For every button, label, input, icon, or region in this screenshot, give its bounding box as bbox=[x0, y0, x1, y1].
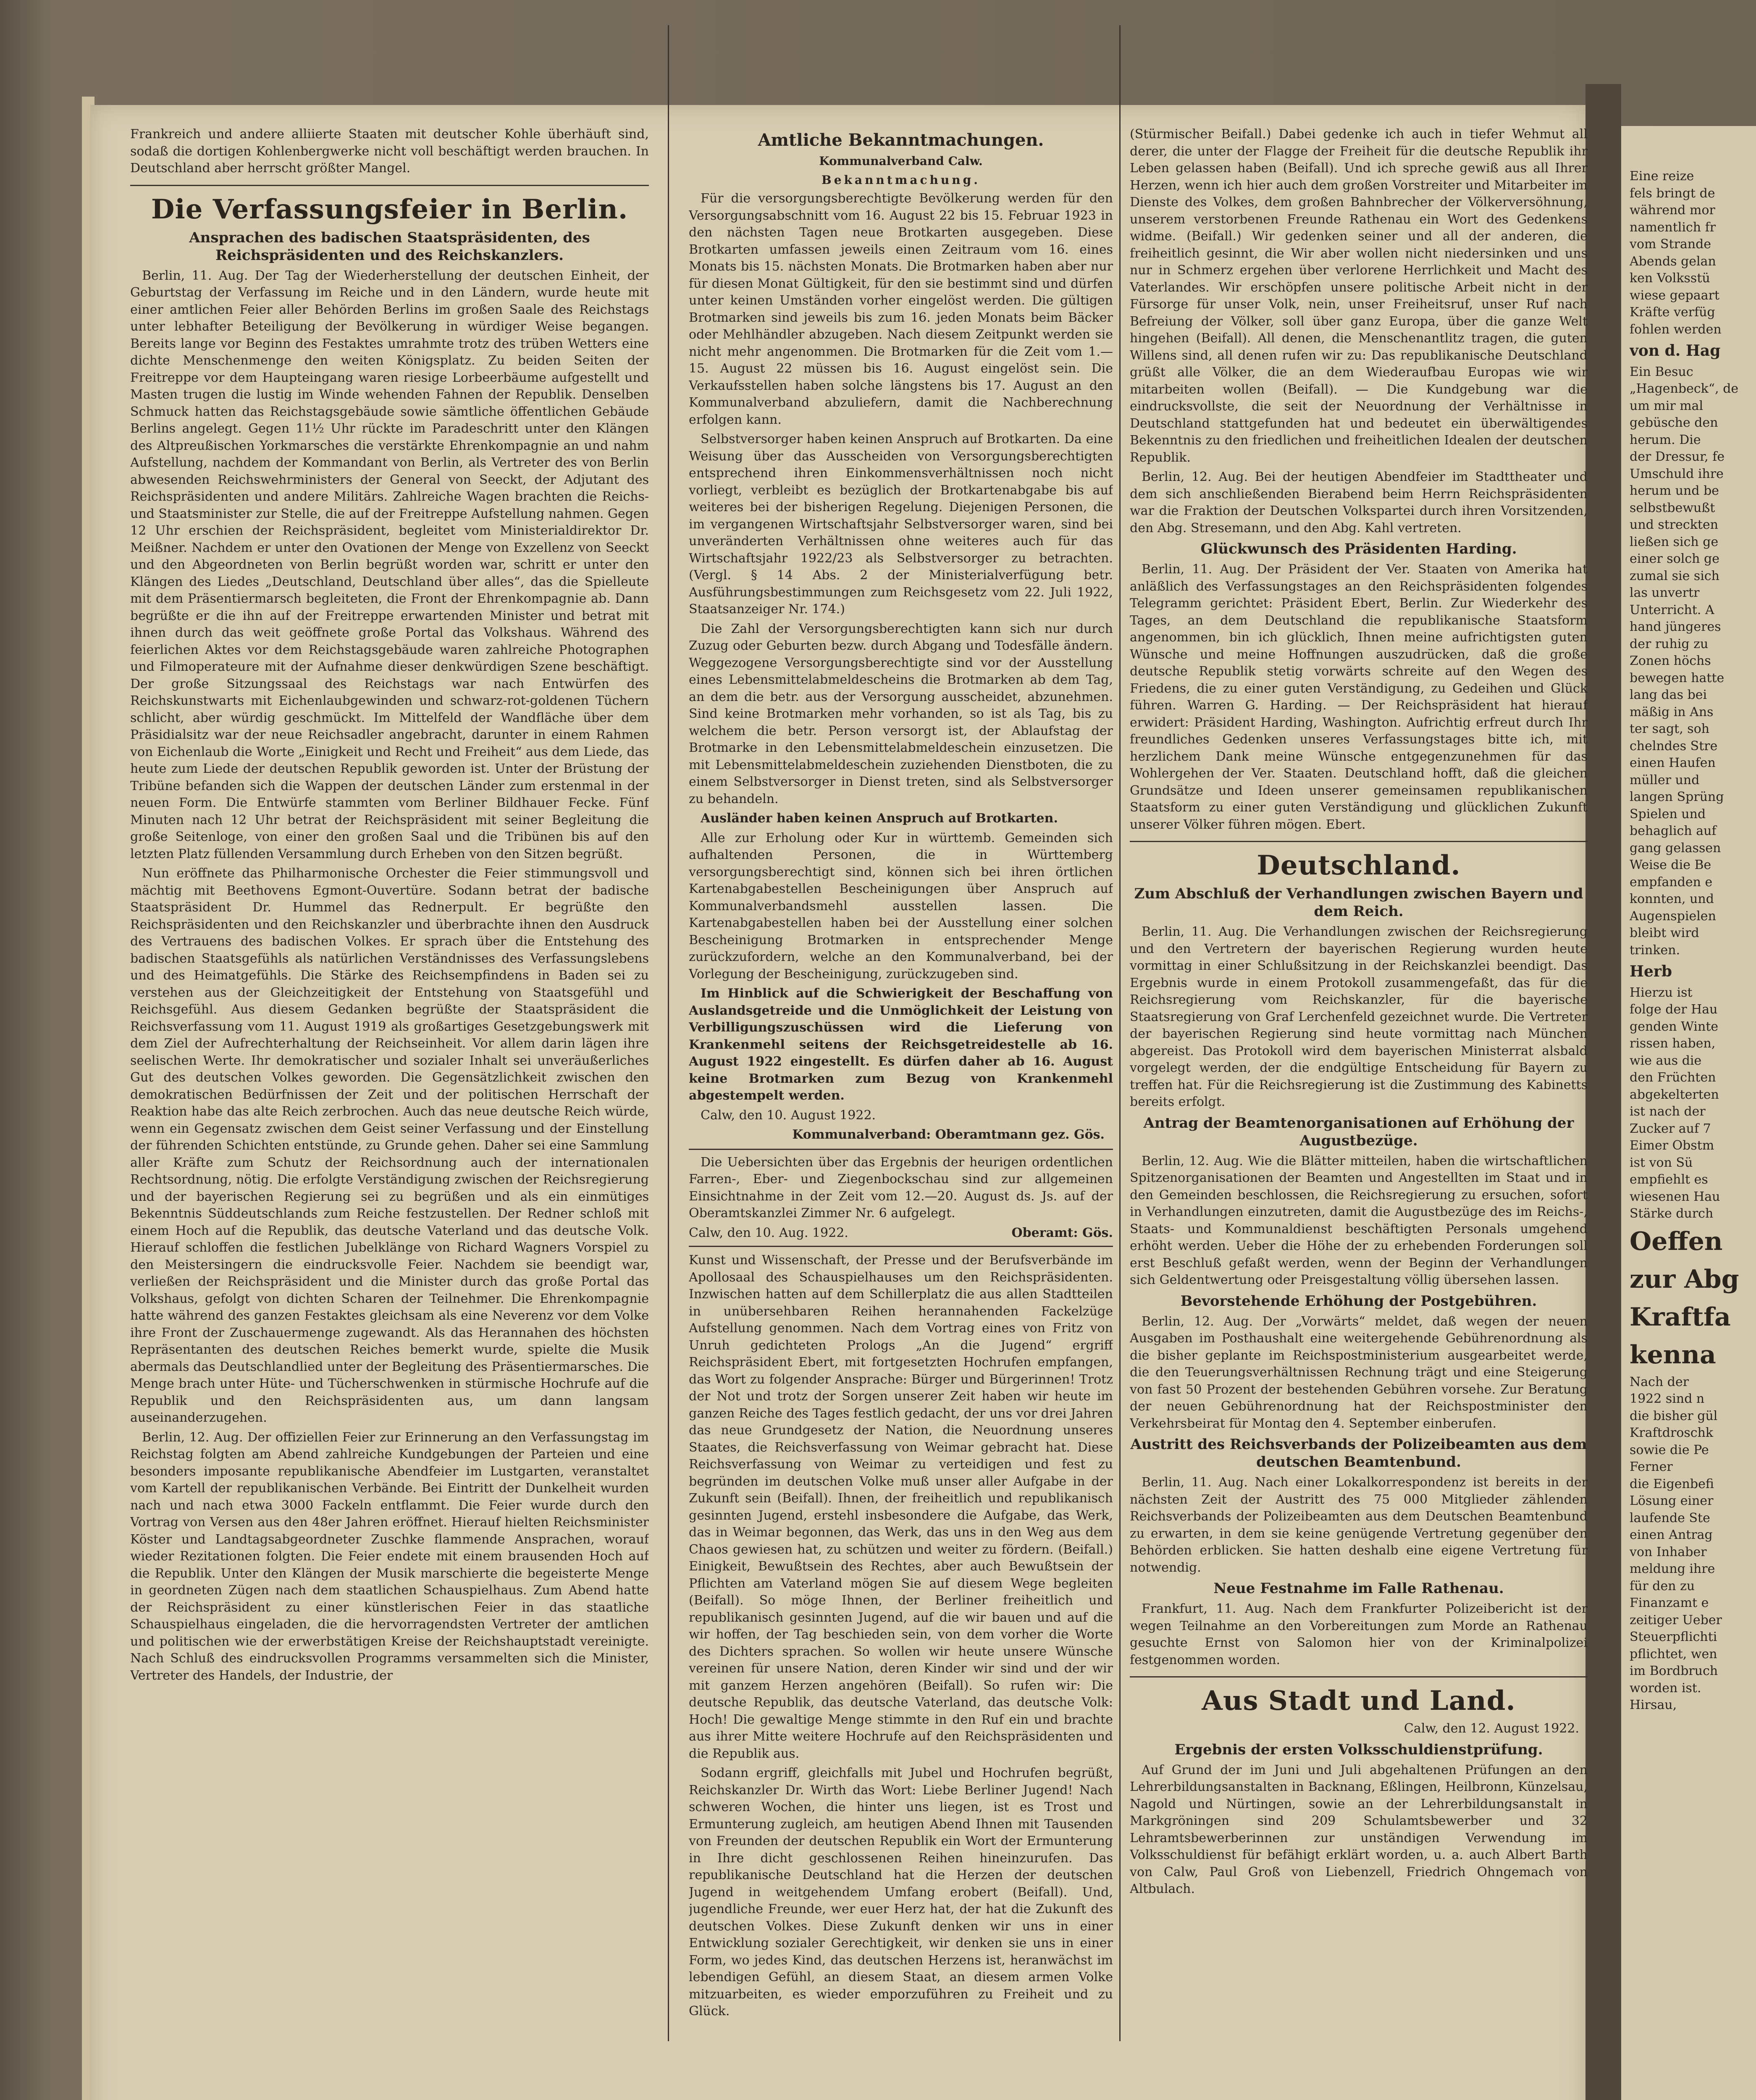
fragment-line: bleibt wird bbox=[1630, 926, 1699, 940]
paragraph: Die Uebersichten über das Ergebnis der heurigen ordentlichen Farren-, Eber- und Ziegenbockschau sind zur allgemeinen Einsichtnahme in der Zeit vom 12.—20. August ds. Js. auf der Oberamtskanzlei Zimmer Nr. 6 aufgelegt. bbox=[689, 1155, 1113, 1221]
dateline: Calw, den 10. August 1922. bbox=[701, 1108, 876, 1123]
paragraph: (Stürmischer Beifall.) Dabei gedenke ich auch in tiefer Wehmut all derer, die unter der Flagge der Freiheit für die deutsche Republik ihr Leben gelassen haben (Beifall). Und ich spreche gewiß aus all Ihrer Herzen, wenn ich hier auch dem großen Vorstreiter und Mitarbeiter im Dienste des Volkes, dem großen Bahnbrecher der Völkerversöhnung, unserem verstorbenen Freunde Rathenau ein Wort des Gedenkens widme. (Beifall.) Wir gedenken seiner und all der anderen, die freiheitlich gesinnt, die Wir aber wollen nicht niedersinken und uns nur in Schmerz ergehen über verlorene Herrlichkeit und Macht des Vaterlandes. Wir erschöpfen unsere politische Arbeit nicht in der Fürsorge für unser Volk, nein, unser Freiheitsruf, unser Ruf nach Befreiung der Völker, soll über ganz Europa, über die ganze Welt hingehen (Beifall). All denen, die Menschenantlitz tragen, die guten Willens sind, all denen rufen wir zu: Das republikanische Deutschland grüßt alle Völker, die an dem Wiederaufbau Europas wie wir mitarbeiten wollen (Beifall). — Die Kundgebung war die eindrucksvollste, die seit der Neuordnung der Verhältnisse in Deutschland stattgefunden hat und bedeutet ein überwältigendes Bekenntnis zu den friedlichen und freiheitlichen Idealen der deutschen Republik. bbox=[1130, 127, 1588, 465]
fragment-line: die Eigenbefi bbox=[1630, 1476, 1714, 1491]
fragment-line: den Früchten bbox=[1630, 1070, 1716, 1085]
fragment-line: ließen sich ge bbox=[1630, 534, 1719, 549]
fragment-line: fels bringt de bbox=[1630, 186, 1715, 201]
fragment-line: selbstbewußt bbox=[1630, 500, 1715, 515]
fragment-line: Nach der bbox=[1630, 1374, 1689, 1389]
fragment-block bbox=[1630, 1374, 1756, 1714]
fragment-line: rissen haben, bbox=[1630, 1036, 1716, 1051]
article-continuation: Frankreich und andere alliierte Staaten mit deutscher Kohle überhäuft sind, sodaß die dortigen Kohlenbergwerke nicht voll beschäftigt werden brauchen. In Deutschland aber herrscht größter Mangel. bbox=[130, 127, 649, 176]
fragment-line: gang gelassen bbox=[1630, 840, 1721, 856]
fragment-line: Eimer Obstm bbox=[1630, 1138, 1714, 1153]
fragment-line: bewegen hatte bbox=[1630, 670, 1725, 685]
fragment-heading: Herb bbox=[1630, 963, 1672, 980]
divider bbox=[1130, 1676, 1588, 1677]
fragment-line: Finanzamt e bbox=[1630, 1596, 1709, 1610]
fragment-line: namentlich fr bbox=[1630, 220, 1716, 235]
fragment-heading: von d. Hag bbox=[1630, 342, 1721, 360]
fragment-line: langen Sprüng bbox=[1630, 790, 1724, 804]
fragment-line: und streckten bbox=[1630, 517, 1719, 532]
paragraph: Berlin, 12. Aug. Der „Vorwärts“ meldet, daß wegen der neuen Ausgaben im Posthaushalt eine weitergehende Gebührenordnung als die bisher geplante im Reichspostministerium ausgearbeitet werde, die den Teuerungsverhältnissen Rechnung trägt und eine Steigerung von fast 50 Prozent der bestehenden Gebühren vorsehe. Zur Beratung der neuen Gebührenordnung hat der Reichspostminister den Verkehrsbeirat für Montag den 4. September einberufen. bbox=[1130, 1314, 1588, 1431]
authority-label: Kommunalverband Calw. bbox=[819, 154, 983, 168]
facing-page-text bbox=[1630, 168, 1756, 2100]
fragment-line: von Inhaber bbox=[1630, 1544, 1707, 1559]
fragment-line: Stärke durch bbox=[1630, 1206, 1714, 1221]
fragment-big-heading: Kraftfa bbox=[1630, 1302, 1731, 1332]
signature: Oberamt: Gös. bbox=[1011, 1225, 1113, 1240]
fragment-line: empfanden e bbox=[1630, 874, 1713, 890]
fragment-line: im Bordbruch bbox=[1630, 1664, 1718, 1678]
fragment-line: fohlen werden bbox=[1630, 322, 1722, 337]
column-2 bbox=[689, 126, 1113, 2100]
headline-verfassungsfeier: Die Verfassungsfeier in Berlin. bbox=[151, 193, 628, 225]
fragment-block bbox=[1630, 984, 1756, 1223]
column-3 bbox=[1130, 126, 1588, 2100]
fragment-line: Abends gelan bbox=[1630, 254, 1716, 269]
fragment-line: worden ist. bbox=[1630, 1680, 1701, 1696]
paragraph: Sodann ergriff, gleichfalls mit Jubel und Hochrufen begrüßt, Reichskanzler Dr. Wirth das Wort: Liebe Berliner Jugend! Nach schweren Wochen, die hinter uns liegen, ist es Trost und Ermunterung zugleich, am heutigen Abend Ihnen mit Tausenden von Freunden der deutschen Republik ein Wort der Ermunterung in Ihre dicht geschlossenen Reihen hineinzurufen. Das republikanische Deutschland hat die Herzen der deutschen Jugend in weitgehendem Umfang erobert (Beifall). Und, jugendliche Freunde, wer euer Herz hat, der hat die Zukunft des deutschen Volkes. Diese Zukunft denken wir uns in einer Entwicklung sozialer Gerechtigkeit, wir denken sie uns in einer Form, wo jedes Kind, das deutschen Herzens ist, heranwächst im lebendigen Gefühl, an diesem Staat, an diesem armen Volke mitzuarbeiten, es wieder emporzuführen zu Freiheit und zu Glück. bbox=[689, 1766, 1113, 2019]
fragment-line: laufende Ste bbox=[1630, 1510, 1710, 1525]
fragment-line: ken Volksstü bbox=[1630, 271, 1710, 286]
fragment-line: einer solch ge bbox=[1630, 551, 1719, 566]
fragment-line: behaglich auf bbox=[1630, 824, 1717, 838]
headline-postgebuehren: Bevorstehende Erhöhung der Postgebühren. bbox=[1180, 1292, 1537, 1310]
signature: Kommunalverband: Oberamtmann gez. Gös. bbox=[792, 1127, 1105, 1142]
paragraph: Im Hinblick auf die Schwierigkeit der Beschaffung von Auslandsgetreide und die Unmöglichkeit der Leistung von Verbilligungszuschüssen wird die Lieferung von Krankenmehl seitens der Reichsgetreidestelle ab 16. August 1922 eingestellt. Es dürfen daher ab 16. August keine Brotmarken zum Bezug von Krankenmehl abgestempelt werden. bbox=[689, 986, 1113, 1103]
fragment-line: Kraftdroschk bbox=[1630, 1425, 1714, 1440]
fragment-line: las unvertr bbox=[1630, 585, 1700, 600]
headline-harding: Glückwunsch des Präsidenten Harding. bbox=[1200, 541, 1517, 557]
book-gutter bbox=[1585, 84, 1621, 2100]
paragraph: Berlin, 11. Aug. Der Tag der Wiederherstellung der deutschen Einheit, der Geburtstag der Verfassung im Reiche und in den Ländern, wurde heute mit einer amtlichen Feier aller Behörden Berlins im großen Saale des Reichstags unter lebhafter Beteiligung der Bevölkerung in würdiger Weise begangen. Bereits lange vor Beginn des Festaktes umrahmte trotz des trüben Wetters eine dichte Menschenmenge den weiten Königsplatz. Zu beiden Seiten der Freitreppe vor dem Haupteingang waren riesige Lorbeerbäume aufgestellt und Masten trugen die lustig im Winde wehenden Fahnen der Republik. Denselben Schmuck hatten das Reichstagsgebäude sowie sämtliche öffentlichen Gebäude Berlins angelegt. Gegen 11½ Uhr rückte im Paradeschritt unter den Klängen des Altpreußischen Yorkmarsches die verstärkte Ehrenkompagnie an und nahm Aufstellung, nachdem der Kommandant von Berlin, als Vertreter des von Berlin abwesenden Reichswehrministers der General von Seeckt, der Adjutant des Reichspräsidenten und andere Militärs. Zahlreiche Wagen brachten die Reichs- und Staatsminister zur Stelle, die auf der Freitreppe Aufstellung nahmen. Gegen 12 Uhr erschien der Reichspräsident, begleitet vom Ministerialdirektor Dr. Meißner. Nachdem er unter den Ovationen der Menge von Exzellenz von Seeckt und den Abgeordneten von Berlin begrüßt worden war, schritt er unter den Klängen des Liedes „Deutschland, Deutschland über alles“, das die Spielleute mit dem Präsentiermarsch begleiteten, die Front der Ehrenkompagnie ab. Dann begrüßte er die ihn auf der Freitreppe erwartenden Minister und betrat mit ihnen durch das weit geöffnete große Portal das Volkshaus. Während des feierlichen Aktes vor dem Reichstagsgebäude waren zahlreiche Photographen und Filmoperateure mit der Aufnahme dieser denkwürdigen Szene beschäftigt. Der große Sitzungssaal des Reichstags war nach Entwürfen des Reichskunstwarts mit Eichenlaubgewinden und schwarz-rot-goldenen Tüchern schlicht, aber würdig geschmückt. Im Mittelfeld der Wandfläche über dem Präsidialsitz war der neue Reichsadler angebracht, darunter in einem Rahmen von Eichenlaub die Worte „Einigkeit und Recht und Freiheit“ aus dem Liede, das heute zum Liede der deutschen Republik geworden ist. Unter der Brüstung der Tribüne befanden sich die Wappen der deutschen Länder zum erstenmal in der neuen Form. Die Entwürfe stammten vom Berliner Bildhauer Fecke. Fünf Minuten nach 12 Uhr betrat der Reichspräsident mit seiner Begleitung die große Seitenloge, von einer den großen Saal und die Tribünen bis auf den letzten Platz füllenden Versammlung durch Erheben von den Sitzen begrüßt. bbox=[130, 268, 649, 861]
fragment-line: Spielen und bbox=[1630, 806, 1706, 822]
paragraph: Berlin, 11. Aug. Der Präsident der Ver. Staaten von Amerika hat anläßlich des Verfassungstages an den Reichspräsidenten folgendes Telegramm gerichtet: Präsident Ebert, Berlin. Zur Wiederkehr des Tages, an dem Deutschland die republikanische Staatsform angenommen, bin ich glücklich, Ihnen meine aufrichtigsten guten Wünsche und meine Hoffnungen auszudrücken, daß die große deutsche Republik stetig vorwärts schreite auf den Wegen des Friedens, die zu einer guten Verständigung, zu Gedeihen und Glück führen. Warren G. Harding. — Der Reichspräsident hat hierauf erwidert: Präsident Harding, Washington. Aufrichtig erfreut durch Ihr freundliches Gedenken unseres Verfassungstages bitte ich, mit herzlichem Dank meine Wünsche entgegenzunehmen für das Wohlergehen der Ver. Staaten. Deutschland hofft, daß die gleichen Grundsätze und Ideen unserer gemeinsamen republikanischen Staatsform zu einer guten Verständigung und glücklichen Zukunft unserer Völker führen mögen. Ebert. bbox=[1130, 562, 1588, 832]
fragment-line: der ruhig zu bbox=[1630, 636, 1709, 651]
fragment-line: Ein Besuc bbox=[1630, 364, 1693, 379]
fragment-line: genden Winte bbox=[1630, 1019, 1719, 1034]
fragment-line: meldung ihre bbox=[1630, 1562, 1715, 1576]
paragraph: Die Zahl der Versorgungsberechtigten kann sich nur durch Zuzug oder Geburten bezw. durch Abgang und Todesfälle ändern. Weggezogene Versorgungsberechtigte sind vor der Ausstellung eines Lebensmittelabmeldescheins die Brotmarken ab dem Tag, an dem die betr. aus der Versorgung ausscheidet, abzunehmen. Sind keine Brotmarken mehr vorhanden, so ist als Tag, bis zu welchem die betr. Person versorgt ist, der Ablaufstag der Brotmarke in den Lebensmittelabmeldeschein einzusetzen. Die mit Lebensmittelabmeldeschein zuziehenden Dienstboten, die zu einem Selbstversorger in Dienst treten, sind als Selbstversorger zu behandeln. bbox=[689, 621, 1113, 806]
fragment-line: „Hagenbeck“, de bbox=[1630, 381, 1739, 396]
column-rule bbox=[668, 25, 669, 2041]
fragment-line: Steuerpflichti bbox=[1630, 1630, 1717, 1644]
fragment-line: hand jüngeres bbox=[1630, 620, 1721, 634]
bold-notice: Ausländer haben keinen Anspruch auf Brotkarten. bbox=[701, 811, 1058, 826]
fragment-line: Lösung einer bbox=[1630, 1494, 1714, 1508]
headline-amtliche-bekanntmachungen: Amtliche Bekanntmachungen. bbox=[758, 130, 1044, 150]
notice-label: Bekanntmachung. bbox=[822, 173, 980, 187]
fragment-line: Augenspielen bbox=[1630, 908, 1716, 924]
headline-volksschuldienst: Ergebnis der ersten Volksschuldienstprüfung. bbox=[1174, 1741, 1543, 1758]
headline-beamten: Antrag der Beamtenorganisationen auf Erhöhung der Augustbezüge. bbox=[1143, 1114, 1574, 1149]
fragment-line: Ferner bbox=[1630, 1460, 1673, 1474]
fragment-line: herum und be bbox=[1630, 483, 1719, 498]
fragment-line: folge der Hau bbox=[1630, 1002, 1718, 1017]
fragment-line: ist von Sü bbox=[1630, 1155, 1693, 1170]
headline-rathenau: Neue Festnahme im Falle Rathenau. bbox=[1213, 1580, 1504, 1597]
fragment-line: ter sagt, soh bbox=[1630, 722, 1710, 736]
fragment-line: Zonen höchs bbox=[1630, 654, 1711, 668]
paragraph: Frankfurt, 11. Aug. Nach dem Frankfurter Polizeibericht ist der wegen Teilnahme an den Vorbereitungen zum Morde an Rathenau gesuchte Ernst von Salomon hier von der Kriminalpolizei festgenommen worden. bbox=[1130, 1601, 1588, 1667]
paragraph: Berlin, 12. Aug. Wie die Blätter mitteilen, haben die wirtschaftlichen Spitzenorganisationen der Beamten und Angestellten im Staat und in den Gemeinden beschlossen, die Reichsregierung zu ersuchen, sofort in Verhandlungen einzutreten, damit die Augustbezüge des im Reichs-, Staats- und Kommunaldienst beschäftigten Personals umgehend erhöht werden. Ueber die Höhe der zu erhebenden Forderungen soll erst Beschluß gefaßt werden, wenn der Beginn der Verhandlungen sich Geldentwertung oder Preisgestaltung völlig übersehen lassen. bbox=[1130, 1153, 1588, 1287]
fragment-line: zeitiger Ueber bbox=[1630, 1612, 1722, 1628]
paragraph: Auf Grund der im Juni und Juli abgehaltenen Prüfungen an den Lehrerbildungsanstalten in Backnang, Eßlingen, Heilbronn, Künzelsau, Nagold und Nürtingen, sowie an der Lehrerbildungsanstalt in Markgröningen sind 209 Schulamtsbewerber und 32 Lehramtsbewerberinnen zur unständigen Verwendung im Volksschuldienst für befähigt erklärt worden, u. a. auch Albert Barth von Calw, Paul Groß von Liebenzell, Friedrich Ohngemach von Altbulach. bbox=[1130, 1762, 1588, 1896]
fragment-big-heading: kenna bbox=[1630, 1340, 1716, 1370]
fragment-line: abgekelterten bbox=[1630, 1087, 1719, 1102]
headline-polizeibeamte: Austritt des Reichsverbands der Polizeibeamten aus dem deutschen Beamtenbund. bbox=[1130, 1436, 1587, 1470]
fragment-big-heading: Oeffen bbox=[1630, 1226, 1723, 1256]
paragraph: Nun eröffnete das Philharmonische Orchester die Feier stimmungsvoll und mächtig mit Beethovens Egmont-Ouvertüre. Sodann betrat der badische Staatspräsident Dr. Hummel das Rednerpult. Er begrüßte den Reichspräsidenten und den Reichskanzler und überbrachte ihnen den Ausdruck des Vertrauens des badischen Volkes. Er sprach über die Entstehung des badischen Staatsgefühls als natürlichen Verständnisses des Verfassungslebens und des Heimatgefühls. Die Stärke des Reichsempfindens in Baden sei zu verstehen aus der Gleichzeitigkeit der Entstehung von Staatsgefühl und Reichsgefühl. Aus diesem Gedanken begrüßte der Staatspräsident die Reichsverfassung vom 11. August 1919 als großartiges Gesetzgebungswerk mit dem Ziel der Aufrechterhaltung der Reichseinheit. Vor allem darin lägen ihre seelischen Werte. Ihr demokratischer und sozialer Inhalt sei unveräußerliches Gut des deutschen Volkes geworden. Die Gegensätzlichkeit zwischen den demokratischen Bedürfnissen der Zeit und der politischen Herrschaft der Reaktion habe das alte Reich zerbrochen. Auch das neue deutsche Reich würde, wenn ein Gegensatz zwischen dem Geist seiner Verfassung und der Einstellung der führenden Schichten entstünde, zu Grunde gehen. Daher sei eine Sammlung aller Kräfte zum Schutz der Reichsordnung auch der internationalen Rechtsordnung, nötig. Die erfolgte Verständigung zwischen der Reichsregierung und der bayerischen Regierung sei zu begrüßen und als ein einmütiges Bekenntnis Süddeutschlands zum Reiche festzustellen. Der Redner schloß mit einem Hoch auf die Republik, das deutsche Vaterland und das deutsche Volk. Hierauf schloffen die festlichen Jubelklänge von Richard Wagners Vorspiel zu den Meistersingern die eindrucksvolle Feier. Nachdem sie beendigt war, verließen der Reichspräsident und die Minister durch das große Portal das Volkshaus, gefolgt von dichten Scharen der Teilnehmer. Die Ehrenkompagnie hatte während des ganzen Festaktes gleichsam als eine Neverenz vor dem Volke ihre Front der Zuschauermenge zugewandt. Als das Herannahen des höchsten Repräsentanten des deutschen Reiches bemerkt wurde, spielte die Musik abermals das Deutschlandlied unter der Begleitung des Präsentiermarsches. Die Menge brach unter Hüte- und Tücherschwenken in stürmische Hochrufe auf die Republik und den Reichspräsidenten aus, um dann langsam auseinanderzugehen. bbox=[130, 866, 649, 1425]
fragment-line: Eine reize bbox=[1630, 169, 1694, 184]
fragment-line: für den zu bbox=[1630, 1578, 1695, 1593]
fragment-line: müller und bbox=[1630, 772, 1700, 788]
fragment-line: einen Antrag bbox=[1630, 1528, 1713, 1542]
subheadline: Ansprachen des badischen Staatspräsidenten, des Reichspräsidenten und des Reichskanzlers. bbox=[189, 229, 590, 264]
paragraph: Alle zur Erholung oder Kur in württemb. Gemeinden sich aufhaltenden Personen, die in Württemberg versorgungsberechtigt sind, können sich bei ihren örtlichen Kartenabgabestellen Bescheinigungen über Anspruch auf Kommunalverbandsmehl ausstellen lassen. Die Kartenabgabestellen haben bei der Ausstellung einer solchen Bescheinigung Brotmarken in entsprechender Menge zurückzufordern, welche an den Kommunalverband, bei der Vorlegung der Bescheinigung, zurückzugeben sind. bbox=[689, 830, 1113, 982]
divider bbox=[130, 185, 649, 186]
fragment-line: gebüsche den bbox=[1630, 415, 1718, 430]
fragment-line: Kräfte verfüg bbox=[1630, 305, 1715, 320]
dateline: Calw, den 12. August 1922. bbox=[1404, 1721, 1579, 1736]
fragment-block bbox=[1630, 364, 1756, 959]
fragment-line: pflichtet, wen bbox=[1630, 1646, 1717, 1662]
fragment-line: empfiehlt es bbox=[1630, 1172, 1708, 1187]
notice-box bbox=[689, 1149, 1113, 1247]
fragment-line: vom Strande bbox=[1630, 237, 1711, 252]
column-rule bbox=[1119, 25, 1121, 2041]
paragraph: Kunst und Wissenschaft, der Presse und der Berufsverbände im Apollosaal des Schauspielhauses um den Reichspräsidenten. Inzwischen hatten auf dem Schillerplatz die aus allen Stadtteilen in unübersehbaren Reihen herannahenden Fackelzüge Aufstellung genommen. Nach dem Vortrag eines von Fritz von Unruh gedichteten Prologs „An die Jugend“ ergriff Reichspräsident Ebert, mit fortgesetzten Hochrufen empfangen, das Wort zu folgender Ansprache: Bürger und Bürgerinnen! Trotz der Not und trotz der Sorgen unserer Zeit haben wir heute im ganzen Reiche des Tages festlich gedacht, der uns vor drei Jahren das neue Grundgesetz der Nation, die Neuordnung unseres Staates, die Reichsverfassung von Weimar gebracht hat. Diese Reichsverfassung von Weimar zu verteidigen und fest zu begründen im deutschen Volke muß unser aller Aufgabe in der Zukunft sein (Beifall). Ihnen, der freiheitlich und republikanisch gesinnten Jugend, erstehl insbesondere die Aufgabe, das Werk, das in Weimar begonnen, das Werk, das uns in den Weg aus dem Chaos gewiesen hat, zu schützen und weiter zu fördern. (Beifall.) Einigkeit, Bewußtsein des Rechtes, aber auch Bewußtsein der Pflichten am Vaterland mögen Sie auf diesem Wege begleiten (Beifall). So möge Ihnen, der Berliner freiheitlich und republikanisch gesinnten Jugend, auf die wir bauen und auf die wir hoffen, der Tag beschieden sein, von dem vorher die Worte des Dichters sprachen. So wollen wir heute unsere Wünsche vereinen für unsere Nation, deren Kinder wir sind und der wir mit ganzem Herzen angehören (Beifall). So rufen wir: Die deutsche Republik, das deutsche Vaterland, das deutsche Volk: Hoch! Die gewaltige Menge stimmte in den Ruf ein und brachte aus ihrer Mitte weitere Hochrufe auf den Reichspräsidenten und die Republik aus. bbox=[689, 1253, 1113, 1761]
section-deutschland: Deutschland. bbox=[1257, 850, 1461, 881]
fragment-line: chelndes Stre bbox=[1630, 738, 1718, 753]
fragment-line: Weise die Be bbox=[1630, 858, 1711, 872]
fragment-line: Unterricht. A bbox=[1630, 602, 1714, 617]
section-stadt-und-land: Aus Stadt und Land. bbox=[1202, 1685, 1516, 1717]
fragment-line: Hierzu ist bbox=[1630, 985, 1693, 1000]
fragment-line: um mir mal bbox=[1630, 398, 1704, 413]
fragment-line: herum. Die bbox=[1630, 432, 1701, 447]
paragraph: Für die versorgungsberechtigte Bevölkerung werden für den Versorgungsabschnitt vom 16. August 22 bis 15. Februar 1923 in den nächsten Tagen neue Brotkarten ausgegeben. Diese Brotkarten umfassen jeweils einen Zeitraum vom 16. eines Monats bis 15. nächsten Monats. Die Brotmarken haben aber nur für diesen Monat Gültigkeit, für den sie bestimmt sind und dürfen unter keinen Umständen vorher eingelöst werden. Die gültigen Brotmarken sind jeweils bis zum 16. jeden Monats beim Bäcker oder Mehlhändler abzugeben. Nach diesem Zeitpunkt werden sie nicht mehr angenommen. Die Brotmarken für die Zeit vom 1.—15. August 22 müssen bis 16. August eingelöst sein. Die Verkaufsstellen haben solche längstens bis 17. August an den Kommunalverband abzuliefern, damit die Nachberechnung erfolgen kann. bbox=[689, 191, 1113, 427]
fragment-line: trinken. bbox=[1630, 942, 1680, 958]
fragment-line: konnten, und bbox=[1630, 892, 1714, 906]
fragment-line: mäßig in Ans bbox=[1630, 704, 1714, 719]
paragraph: Berlin, 11. Aug. Die Verhandlungen zwischen der Reichsregierung und den Vertretern der bayerischen Regierung wurden heute vormittag in einer Schlußsitzung in der Reichskanzlei beendigt. Das Ergebnis wurde in einem Protokoll zusammengefaßt, das für die Reichsregierung vom Reichskanzler, für die bayerische Staatsregierung von Graf Lerchenfeld gezeichnet wurde. Die Vertreter der bayerischen Regierung sind heute vormittag nach München abgereist. Das Protokoll wird dem bayerischen Ministerrat alsbald vorgelegt werden, der die endgültige Entscheidung für Bayern zu treffen hat. Für die Reichsregierung ist die Zustimmung des Kabinetts bereits erfolgt. bbox=[1130, 924, 1588, 1109]
fragment-line: sowie die Pe bbox=[1630, 1442, 1709, 1457]
column-1 bbox=[130, 126, 649, 2100]
paragraph: Berlin, 12. Aug. Der offiziellen Feier zur Erinnerung an den Verfassungstag im Reichstag folgten am Abend zahlreiche Kundgebungen der Parteien und eine besonders imposante republikanische Abendfeier im Lustgarten, veranstaltet vom Kartell der republikanischen Verbände. Bei Eintritt der Dunkelheit wurden nach und nach etwa 3000 Fackeln entflammt. Die Feier wurde durch den Vortrag von Versen aus den 48er Jahren eröffnet. Hierauf hielten Reichsminister Köster und Landtagsabgeordneter Zuschke flammende Ansprachen, worauf wieder Rezitationen folgten. Die Feier endete mit einem brausenden Hoch auf die Republik. Unter den Klängen der Musik marschierte die begeisterte Menge in geordneten Zügen nach dem staatlichen Schauspielhaus. Zum Abend hatte der Reichspräsident zu einer künstlerischen Feier in das staatliche Schauspielhaus eingeladen, die die hervorragendsten Vertreter der amtlichen und politischen wie der erwerbstätigen Kreise der Reichshauptstadt vereinigte. Nach Schluß des eindrucksvollen Programms versammelten sich die Minister, Vertreter des Handels, der Industrie, der bbox=[130, 1430, 649, 1683]
fragment-line: ist nach der bbox=[1630, 1104, 1706, 1119]
fragment-line: zumal sie sich bbox=[1630, 568, 1719, 583]
fragment-line: 1922 sind n bbox=[1630, 1391, 1705, 1406]
fragment-line: die bisher gül bbox=[1630, 1408, 1718, 1423]
dateline: Calw, den 10. Aug. 1922. bbox=[689, 1225, 848, 1240]
fragment-line: wiese gepaart bbox=[1630, 288, 1720, 303]
headline-bayern: Zum Abschluß der Verhandlungen zwischen Bayern und dem Reich. bbox=[1134, 885, 1583, 920]
fragment-line: Zucker auf 7 bbox=[1630, 1121, 1711, 1136]
paragraph: Berlin, 11. Aug. Nach einer Lokalkorrespondenz ist bereits in der nächsten Zeit der Austritt des 75 000 Mitglieder zählenden Reichsverbands der Polizeibeamten aus dem Deutschen Beamtenbund zu erwarten, in dem sie keine genügende Vertretung gegenüber den Behörden erblicken. Sie hatten deshalb eine eigene Vertretung für notwendig. bbox=[1130, 1475, 1588, 1575]
fragment-block bbox=[1630, 168, 1756, 338]
fragment-line: wie aus die bbox=[1630, 1053, 1702, 1068]
paragraph: Selbstversorger haben keinen Anspruch auf Brotkarten. Da eine Weisung über das Ausscheiden von Versorgungsberechtigten entsprechend ihren Einkommensverhältnissen noch nicht vorliegt, verbleibt es bezüglich der Brotkartenabgabe bis auf weiteres bei der bisherigen Regelung. Diejenigen Personen, die im vergangenen Wirtschaftsjahr Selbstversorger waren, sind bei unveränderten Verhältnissen ohne weiteres auch für das Wirtschaftsjahr 1922/23 als Selbstversorger zu betrachten. (Vergl. § 14 Abs. 2 der Ministerialverfügung betr. Ausführungsbestimmungen zum Reichsgesetz vom 22. Juli 1922, Staatsanzeiger Nr. 174.) bbox=[689, 432, 1113, 617]
fragment-line: der Dressur, fe bbox=[1630, 449, 1725, 464]
fragment-line: einen Haufen bbox=[1630, 756, 1716, 770]
paragraph: Berlin, 12. Aug. Bei der heutigen Abendfeier im Stadttheater und dem sich anschließenden Bierabend beim Herrn Reichspräsidenten war die Fraktion der Deutschen Volkspartei durch ihren Vorsitzenden, den Abg. Stresemann, und den Abg. Kahl vertreten. bbox=[1130, 470, 1588, 536]
fragment-line: Umschuld ihre bbox=[1630, 466, 1724, 481]
fragment-big-heading: zur Abg bbox=[1630, 1264, 1739, 1294]
fragment-line: Hirsau, bbox=[1630, 1698, 1677, 1712]
divider bbox=[1130, 841, 1588, 842]
fragment-line: lang das bei bbox=[1630, 688, 1707, 702]
fragment-line: während mor bbox=[1630, 203, 1715, 218]
fragment-line: wiesenen Hau bbox=[1630, 1189, 1720, 1204]
